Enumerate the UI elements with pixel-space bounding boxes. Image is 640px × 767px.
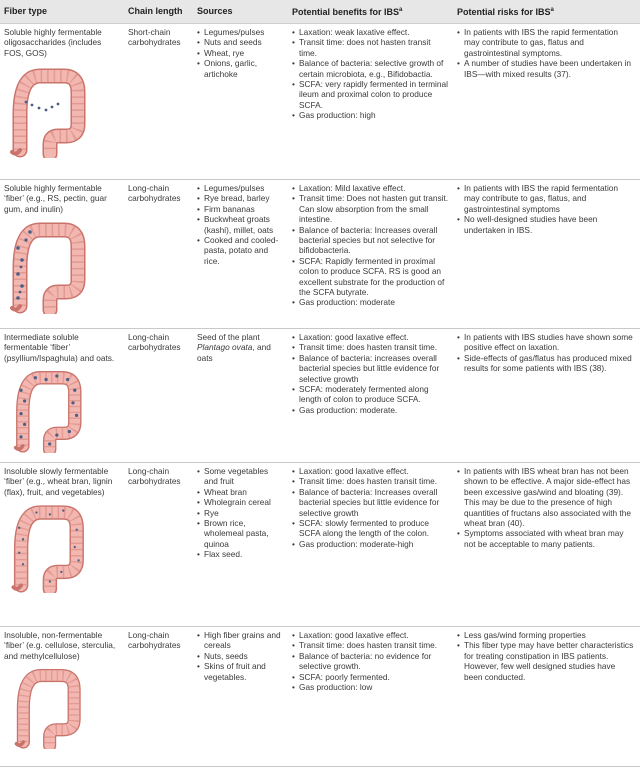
sources-cell <box>193 329 288 463</box>
list-item: • SCFA: Rapidly fermented in proximal colon to produce SCFA. RS is good an excellent substrate for the production of the SCFA butyrate. <box>292 256 449 298</box>
colon-illustration-icon <box>6 501 120 595</box>
sources-text-suffix: , and oats <box>197 342 271 363</box>
list-item: • Balance of bacteria: selective growth of certain microbiota, e.g., Bifidobactia. <box>292 58 449 79</box>
chain-length-cell: Long-chain carbohydrates <box>124 463 193 627</box>
list-item: • No well-designed studies have been undertaken in IBS. <box>457 214 636 235</box>
chain-length-cell: Long-chain carbohydrates <box>124 180 193 329</box>
risks-list <box>457 466 636 549</box>
table-header-row <box>0 0 640 24</box>
benefits-list <box>292 332 449 415</box>
header-chain-length: Chain length <box>124 0 193 24</box>
header-risks: Potential risks for IBS$^a$ <box>453 0 640 24</box>
header-risks-superscript: a <box>550 7 554 14</box>
benefits-cell <box>288 24 453 180</box>
list-item: • Onions, garlic, artichoke <box>197 58 284 79</box>
list-item: • In patients with IBS the rapid fermentation may contribute to gas, flatus, and gastrointestinal symptoms <box>457 183 636 214</box>
risks-list <box>457 332 636 374</box>
colon-illustration-icon <box>6 367 120 455</box>
sources-list <box>197 466 284 560</box>
sources-text-prefix: Seed of the plant <box>197 332 260 342</box>
sources-cell <box>193 180 288 329</box>
fiber-type-name: Intermediate soluble fermentable ‘fiber’ (psyllium/Ispaghula) and oats. <box>4 332 115 363</box>
sources-text-italic: Plantago ovata <box>197 342 253 353</box>
list-item: • Nuts and seeds <box>197 37 284 47</box>
sources-cell <box>193 627 288 767</box>
risks-cell <box>453 180 640 329</box>
table-row <box>0 627 640 767</box>
chain-length-cell: Long-chain carbohydrates <box>124 627 193 767</box>
fiber-type-cell <box>0 180 124 329</box>
list-item: • SCFA: poorly fermented. <box>292 672 449 682</box>
list-item: • SCFA: slowly fermented to produce SCFA along the length of the colon. <box>292 518 449 539</box>
table-row <box>0 24 640 180</box>
list-item: • Some vegetables and fruit <box>197 466 284 487</box>
benefits-list <box>292 466 449 549</box>
benefits-cell <box>288 180 453 329</box>
risks-cell <box>453 24 640 180</box>
sources-cell <box>193 24 288 180</box>
list-item: • Laxation: weak laxative effect. <box>292 27 449 37</box>
colon-illustration-icon <box>6 665 120 751</box>
list-item: • Legumes/pulses <box>197 183 284 193</box>
fiber-type-name: Insoluble slowly fermentable ‘fiber’ (e.g., wheat bran, lignin (flax), fruit, and vegetables) <box>4 466 113 497</box>
fiber-type-cell <box>0 463 124 627</box>
benefits-cell <box>288 627 453 767</box>
list-item: • Laxation: Mild laxative effect. <box>292 183 449 193</box>
fiber-type-cell <box>0 627 124 767</box>
list-item: • This fiber type may have better characteristics for treating constipation in IBS patients. However, few well designed studies have been conducted. <box>457 640 636 682</box>
list-item: • Wheat, rye <box>197 48 284 58</box>
risks-list <box>457 630 636 682</box>
list-item: • Brown rice, wholemeal pasta, quinoa <box>197 518 284 549</box>
list-item: • SCFA: very rapidly fermented in terminal ileum and proximal colon to produce SCFA. <box>292 79 449 110</box>
fiber-type-name: Soluble highly fermentable ‘fiber’ (e.g., RS, pectin, guar gum, and inulin) <box>4 183 107 214</box>
list-item: • Wheat bran <box>197 487 284 497</box>
list-item: • Wholegrain cereal <box>197 497 284 507</box>
list-item: • Transit time: does hasten transit time. <box>292 342 449 352</box>
table-row <box>0 329 640 463</box>
sources-cell <box>193 463 288 627</box>
list-item: • Gas production: moderate <box>292 297 449 307</box>
list-item: • Firm bananas <box>197 204 284 214</box>
colon-illustration-icon <box>6 62 120 160</box>
sources-list <box>197 183 284 266</box>
list-item: • Transit time: does hasten transit time. <box>292 640 449 650</box>
header-benefits: Potential benefits for IBS$^a$ <box>288 0 453 24</box>
benefits-list <box>292 630 449 692</box>
fiber-type-cell <box>0 329 124 463</box>
list-item: • A number of studies have been undertaken in IBS—with mixed results (37). <box>457 58 636 79</box>
list-item: • Nuts, seeds <box>197 651 284 661</box>
benefits-list <box>292 27 449 121</box>
list-item: • Legumes/pulses <box>197 27 284 37</box>
list-item: • Gas production: moderate. <box>292 405 449 415</box>
list-item: • Rye <box>197 508 284 518</box>
list-item: • Laxation: good laxative effect. <box>292 332 449 342</box>
risks-list <box>457 27 636 79</box>
header-benefits-superscript: a <box>399 7 403 14</box>
list-item: • Gas production: low <box>292 682 449 692</box>
header-fiber-type: Fiber type <box>0 0 124 24</box>
chain-length-cell: Short-chain carbohydrates <box>124 24 193 180</box>
list-item: • Balance of bacteria: Increases overall bacterial species but not selective for bifidobacteria. <box>292 225 449 256</box>
sources-list <box>197 630 284 682</box>
risks-list <box>457 183 636 235</box>
fiber-type-name: Insoluble, non-fermentable ‘fiber’ (e.g. cellulose, sterculia, and methylcellulose) <box>4 630 116 661</box>
list-item: • Symptoms associated with wheat bran may not be acceptable to many patients. <box>457 528 636 549</box>
list-item: • Laxation: good laxative effect. <box>292 630 449 640</box>
fiber-type-name: Soluble highly fermentable oligosaccharides (includes FOS, GOS) <box>4 27 102 58</box>
risks-cell <box>453 627 640 767</box>
list-item: • Gas production: moderate-high <box>292 539 449 549</box>
list-item: • Rye bread, barley <box>197 193 284 203</box>
colon-illustration-icon <box>6 218 120 316</box>
list-item: • Laxation: good laxative effect. <box>292 466 449 476</box>
sources-list <box>197 27 284 79</box>
risks-cell <box>453 329 640 463</box>
list-item: • In patients with IBS studies have shown some positive effect on laxation. <box>457 332 636 353</box>
list-item: • Balance of bacteria: Increases overall bacterial species but little evidence for selective growth <box>292 487 449 518</box>
list-item: • Buckwheat groats (kashi), millet, oats <box>197 214 284 235</box>
list-item: • Cooked and cooled-pasta, potato and rice. <box>197 235 284 266</box>
list-item: • Balance of bacteria: no evidence for selective growth. <box>292 651 449 672</box>
table-row <box>0 180 640 329</box>
list-item: • High fiber grains and cereals <box>197 630 284 651</box>
list-item: • Transit time: Does not hasten gut transit. Can slow absorption from the small intestine. <box>292 193 449 224</box>
list-item: • Skins of fruit and vegetables. <box>197 661 284 682</box>
list-item: • Less gas/wind forming properties <box>457 630 636 640</box>
table-row <box>0 463 640 627</box>
benefits-list <box>292 183 449 308</box>
risks-cell <box>453 463 640 627</box>
list-item: • SCFA: moderately fermented along length of colon to produce SCFA. <box>292 384 449 405</box>
list-item: • Gas production: high <box>292 110 449 120</box>
fiber-type-cell <box>0 24 124 180</box>
list-item: • Transit time: does hasten transit time. <box>292 476 449 486</box>
list-item: • Balance of bacteria: increases overall bacterial species but little evidence for selective growth <box>292 353 449 384</box>
list-item: • Transit time: does not hasten transit time. <box>292 37 449 58</box>
list-item: • Side-effects of gas/flatus has produced mixed results for some patients with IBS (38). <box>457 353 636 374</box>
list-item: • In patients with IBS wheat bran has not been shown to be effective. A major side-effect has been excessive gas/wind and bloating (39). This may be due to the presence of high quantities of fructans also associated with the wheat bran (40). <box>457 466 636 528</box>
benefits-cell <box>288 329 453 463</box>
list-item: • Flax seed. <box>197 549 284 559</box>
benefits-cell <box>288 463 453 627</box>
chain-length-cell: Long-chain carbohydrates <box>124 329 193 463</box>
list-item: • In patients with IBS the rapid fermentation may contribute to gas, flatus and gastrointestinal symptoms. <box>457 27 636 58</box>
header-sources: Sources <box>193 0 288 24</box>
